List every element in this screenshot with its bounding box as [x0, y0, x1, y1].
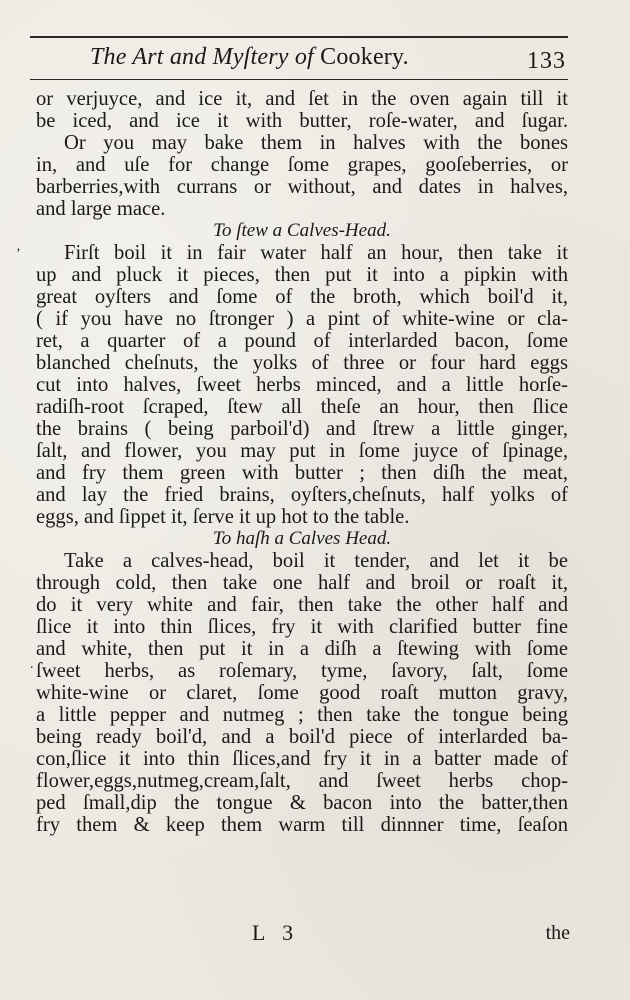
text-line: ret, a quarter of a pound of interlarded bacon, ſome — [36, 330, 568, 352]
header-rule — [30, 79, 568, 80]
text-line: and large mace. — [36, 198, 166, 220]
text-line: in, and uſe for change ſome grapes, gooſeberries, or — [36, 154, 568, 176]
text-line: Take a calves-head, boil it tender, and let it be — [64, 550, 568, 572]
text-line: fry them & keep them warm till dinnner time, ſeaſon — [36, 814, 568, 836]
body-text — [36, 88, 568, 836]
recipe-heading: To ſtew a Calves-Head. — [213, 220, 391, 241]
text-line: white-wine or claret, ſome good roaſt mutton gravy, — [36, 682, 568, 704]
text-line: great oyſters and ſome of the broth, which boil'd it, — [36, 286, 568, 308]
text-line: ſweet herbs, as roſemary, tyme, ſavory, ſalt, ſome — [36, 660, 568, 682]
recipe-heading: To haſh a Calves Head. — [212, 528, 392, 549]
top-rule — [30, 36, 568, 38]
catchword: the — [545, 922, 570, 944]
running-header — [30, 42, 568, 78]
text-line: up and pluck it pieces, then put it into a pipkin with — [36, 264, 568, 286]
text-line: ped ſmall,dip the tongue & bacon into the batter,then — [36, 792, 568, 814]
text-line: barberries,with currans or without, and dates in halves, — [36, 176, 568, 198]
text-line: and lay the fried brains, oyſters,cheſnuts, half yolks of — [36, 484, 568, 506]
text-line: radiſh-root ſcraped, ſtew all theſe an hour, then ſlice — [36, 396, 568, 418]
text-line: ſalt, and flower, you may put in ſome juyce of ſpinage, — [36, 440, 568, 462]
text-line: Firſt boil it in fair water half an hour, then take it — [64, 242, 568, 264]
running-title — [90, 44, 409, 71]
text-line: con,ſlice it into thin ſlices,and fry it in a batter made of — [36, 748, 568, 770]
text-line: eggs, and ſippet it, ſerve it up hot to the table. — [36, 506, 410, 528]
text-line: Or you may bake them in halves with the bones — [64, 132, 568, 154]
text-line: and white, then put it in a diſh a ſtewing with ſome — [36, 638, 568, 660]
text-line: the brains ( being parboil'd) and ſtrew a little ginger, — [36, 418, 568, 440]
running-title-roman: Cookery. — [320, 44, 409, 70]
text-line: ſlice it into thin ſlices, fry it with clarified butter fine — [36, 616, 568, 638]
margin-mark: . — [30, 657, 34, 672]
text-line: flower,eggs,nutmeg,cream,ſalt, and ſweet herbs chop- — [36, 770, 568, 792]
text-line: being ready boil'd, and a boil'd piece of interlarded ba- — [36, 726, 568, 748]
text-line: and fry them green with butter ; then diſh the meat, — [36, 462, 568, 484]
signature-mark: L 3 — [252, 920, 300, 945]
margin-mark: ‚ — [16, 239, 21, 254]
text-line: a little pepper and nutmeg ; then take the tongue being — [36, 704, 568, 726]
text-line: be iced, and ice it with butter, roſe-water, and ſugar. — [36, 110, 568, 132]
text-line: through cold, then take one half and broil or roaſt it, — [36, 572, 568, 594]
page-number: 133 — [527, 48, 566, 74]
text-line: cut into halves, ſweet herbs minced, and a little horſe- — [36, 374, 568, 396]
text-line: ( if you have no ſtronger ) a pint of white-wine or cla- — [36, 308, 568, 330]
text-line: or verjuyce, and ice it, and ſet in the oven again till it — [36, 88, 568, 110]
text-line: do it very white and fair, then take the other half and — [36, 594, 568, 616]
running-title-italic: The Art and Myſtery of — [90, 44, 314, 70]
text-line: blanched cheſnuts, the yolks of three or four hard eggs — [36, 352, 568, 374]
